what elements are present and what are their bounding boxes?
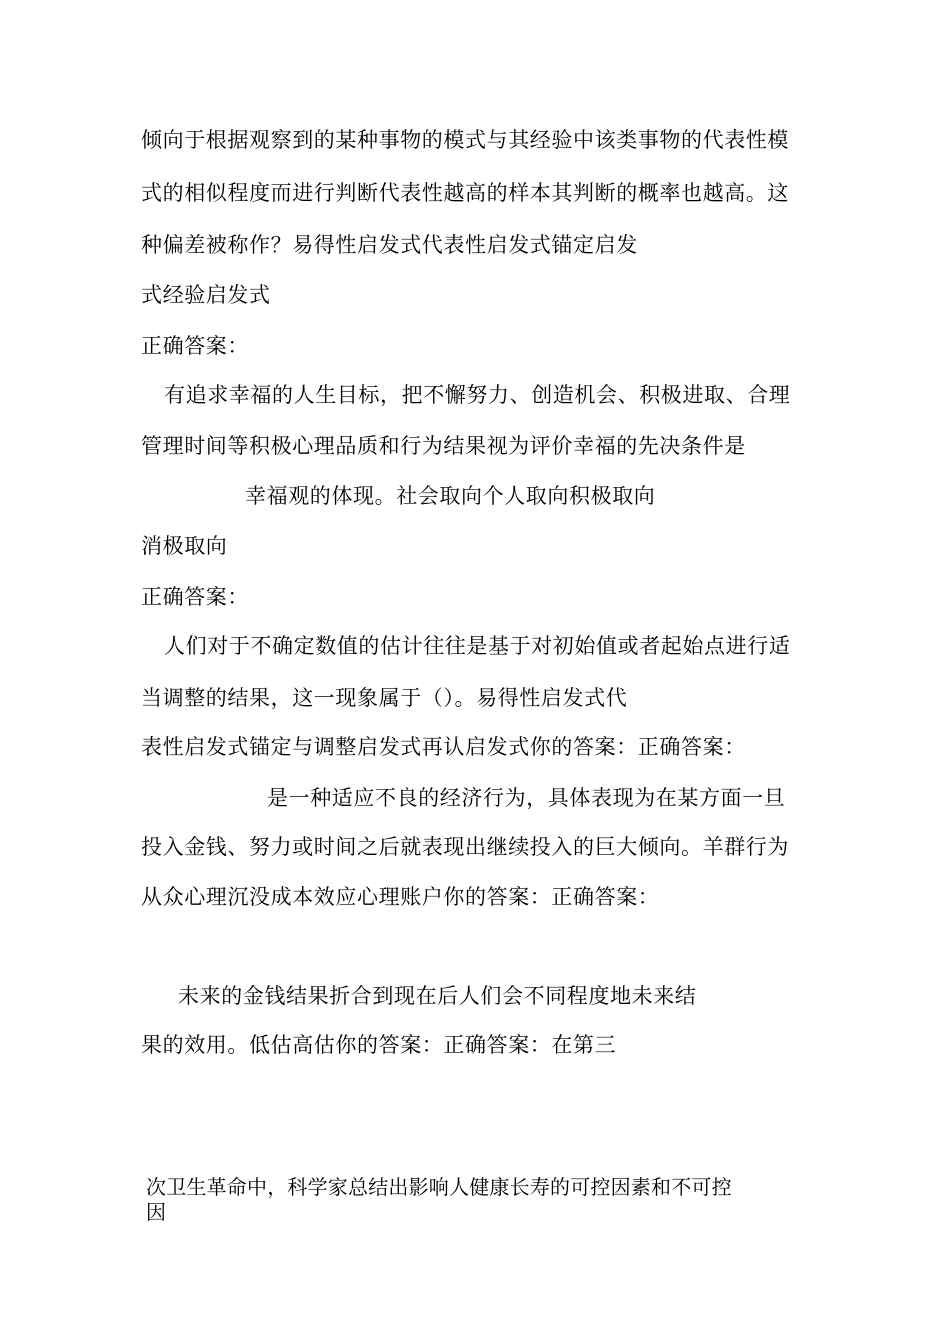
text-line-13: 表性启发式锚定与调整启发式再认启发式你的答案：正确答案：	[141, 735, 746, 759]
text-line-15: 投入金钱、努力或时间之后就表现出继续投入的巨大倾向。羊群行为	[141, 835, 789, 859]
text-line-20: 因	[146, 1200, 167, 1224]
text-line-6: 有追求幸福的人生目标，把不懈努力、创造机会、积极进取、合理	[164, 383, 791, 407]
text-line-16: 从众心理沉没成本效应心理账户你的答案：正确答案：	[141, 885, 660, 909]
text-line-4: 式经验启发式	[141, 283, 271, 307]
text-line-3: 种偏差被称作？易得性启发式代表性启发式锚定启发	[141, 233, 638, 257]
answer-label-2: 正确答案：	[141, 585, 249, 609]
text-line-11: 人们对于不确定数值的估计往往是基于对初始值或者起始点进行适	[164, 634, 791, 658]
text-line-19: 次卫生革命中，科学家总结出影响人健康长寿的可控因素和不可控	[146, 1175, 732, 1199]
text-line-14: 是一种适应不良的经济行为，具体表现为在某方面一旦	[267, 786, 786, 810]
text-line-18: 果的效用。低估高估你的答案：正确答案：在第三	[141, 1033, 617, 1057]
text-line-17: 未来的金钱结果折合到现在后人们会不同程度地未来结	[178, 984, 697, 1008]
text-line-2: 式的相似程度而进行判断代表性越高的样本其判断的概率也越高。这	[141, 181, 789, 205]
text-line-12: 当调整的结果，这一现象属于（）。易得性启发式代	[141, 686, 628, 710]
text-line-9: 消极取向	[141, 534, 228, 558]
text-line-7: 管理时间等积极心理品质和行为结果视为评价幸福的先决条件是	[141, 434, 746, 458]
text-line-1: 倾向于根据观察到的某种事物的模式与其经验中该类事物的代表性模	[141, 128, 789, 152]
answer-label-1: 正确答案：	[141, 334, 249, 358]
text-line-8: 幸福观的体现。社会取向个人取向积极取向	[245, 484, 656, 508]
